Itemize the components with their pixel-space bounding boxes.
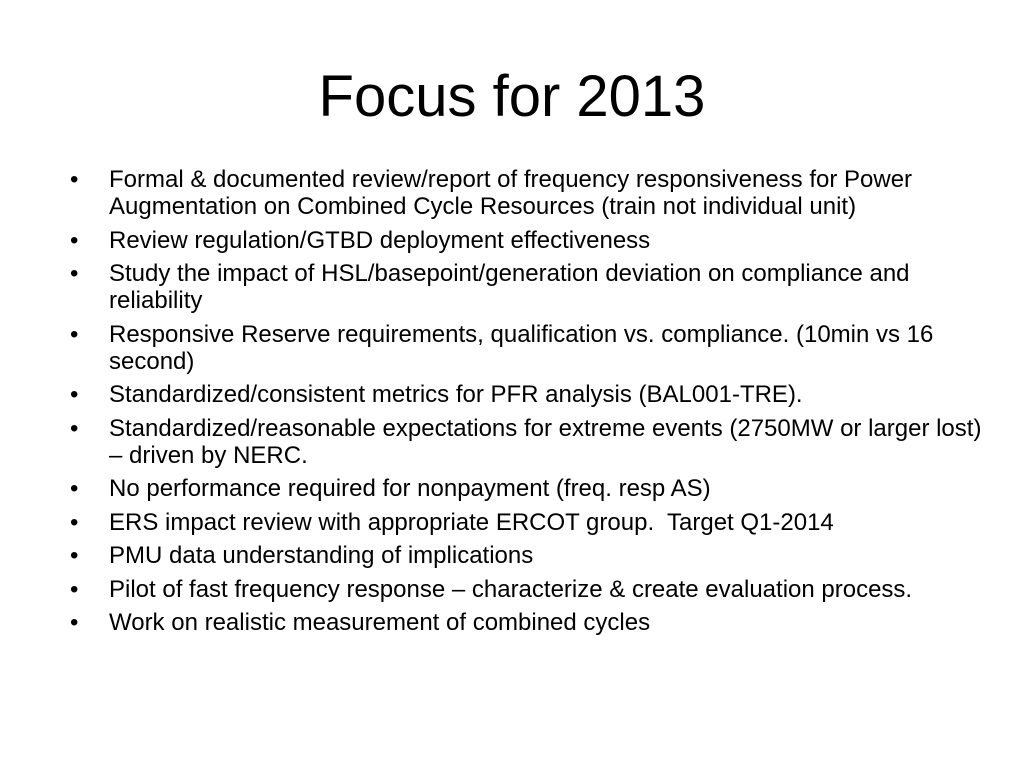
bullet-text: PMU data understanding of implications bbox=[109, 542, 534, 569]
slide-title: Focus for 2013 bbox=[318, 64, 706, 129]
bullet-text: No performance required for nonpayment (freq. resp AS) bbox=[109, 475, 711, 502]
bullet-list bbox=[70, 166, 985, 643]
bullet-text: Standardized/reasonable expectations for extreme events (2750MW or larger lost) – driven by NERC. bbox=[109, 414, 982, 469]
bullet-text: Study the impact of HSL/basepoint/generation deviation on compliance and reliability bbox=[109, 260, 910, 314]
bullet-item-2 bbox=[70, 227, 985, 254]
bullet-item-11 bbox=[70, 609, 985, 636]
bullet-icon: • bbox=[70, 542, 79, 569]
bullet-item-8 bbox=[70, 509, 985, 536]
bullet-text: Formal & documented review/report of frequency responsiveness for Power Augmentation on Combined Cycle Resources (train not individual unit) bbox=[109, 166, 913, 220]
bullet-item-10 bbox=[70, 576, 985, 603]
bullet-item-5 bbox=[70, 381, 985, 408]
bullet-icon: • bbox=[70, 508, 79, 536]
bullet-icon: • bbox=[70, 381, 79, 408]
bullet-item-3 bbox=[70, 260, 985, 314]
bullet-text: Review regulation/GTBD deployment effectiveness bbox=[109, 226, 651, 254]
bullet-icon: • bbox=[70, 414, 79, 442]
bullet-item-4 bbox=[70, 321, 985, 375]
bullet-text: Work on realistic measurement of combined cycles bbox=[109, 609, 651, 636]
bullet-icon: • bbox=[70, 226, 79, 254]
bullet-icon: • bbox=[70, 320, 79, 348]
bullet-text: ERS impact review with appropriate ERCOT group. Target Q1-2014 bbox=[109, 508, 834, 536]
bullet-item-1 bbox=[70, 166, 985, 220]
bullet-icon: • bbox=[70, 166, 79, 193]
bullet-text: Responsive Reserve requirements, qualification vs. compliance. (10min vs 16 second) bbox=[109, 320, 934, 375]
bullet-icon: • bbox=[70, 475, 79, 502]
bullet-item-6 bbox=[70, 415, 985, 469]
bullet-text: Standardized/consistent metrics for PFR analysis (BAL001-TRE). bbox=[109, 381, 803, 408]
bullet-item-9 bbox=[70, 542, 985, 569]
bullet-icon: • bbox=[70, 575, 79, 603]
bullet-text: Pilot of fast frequency response – characterize & create evaluation process. bbox=[109, 575, 913, 603]
bullet-icon: • bbox=[70, 609, 79, 636]
bullet-item-7 bbox=[70, 475, 985, 502]
bullet-icon: • bbox=[70, 260, 79, 287]
